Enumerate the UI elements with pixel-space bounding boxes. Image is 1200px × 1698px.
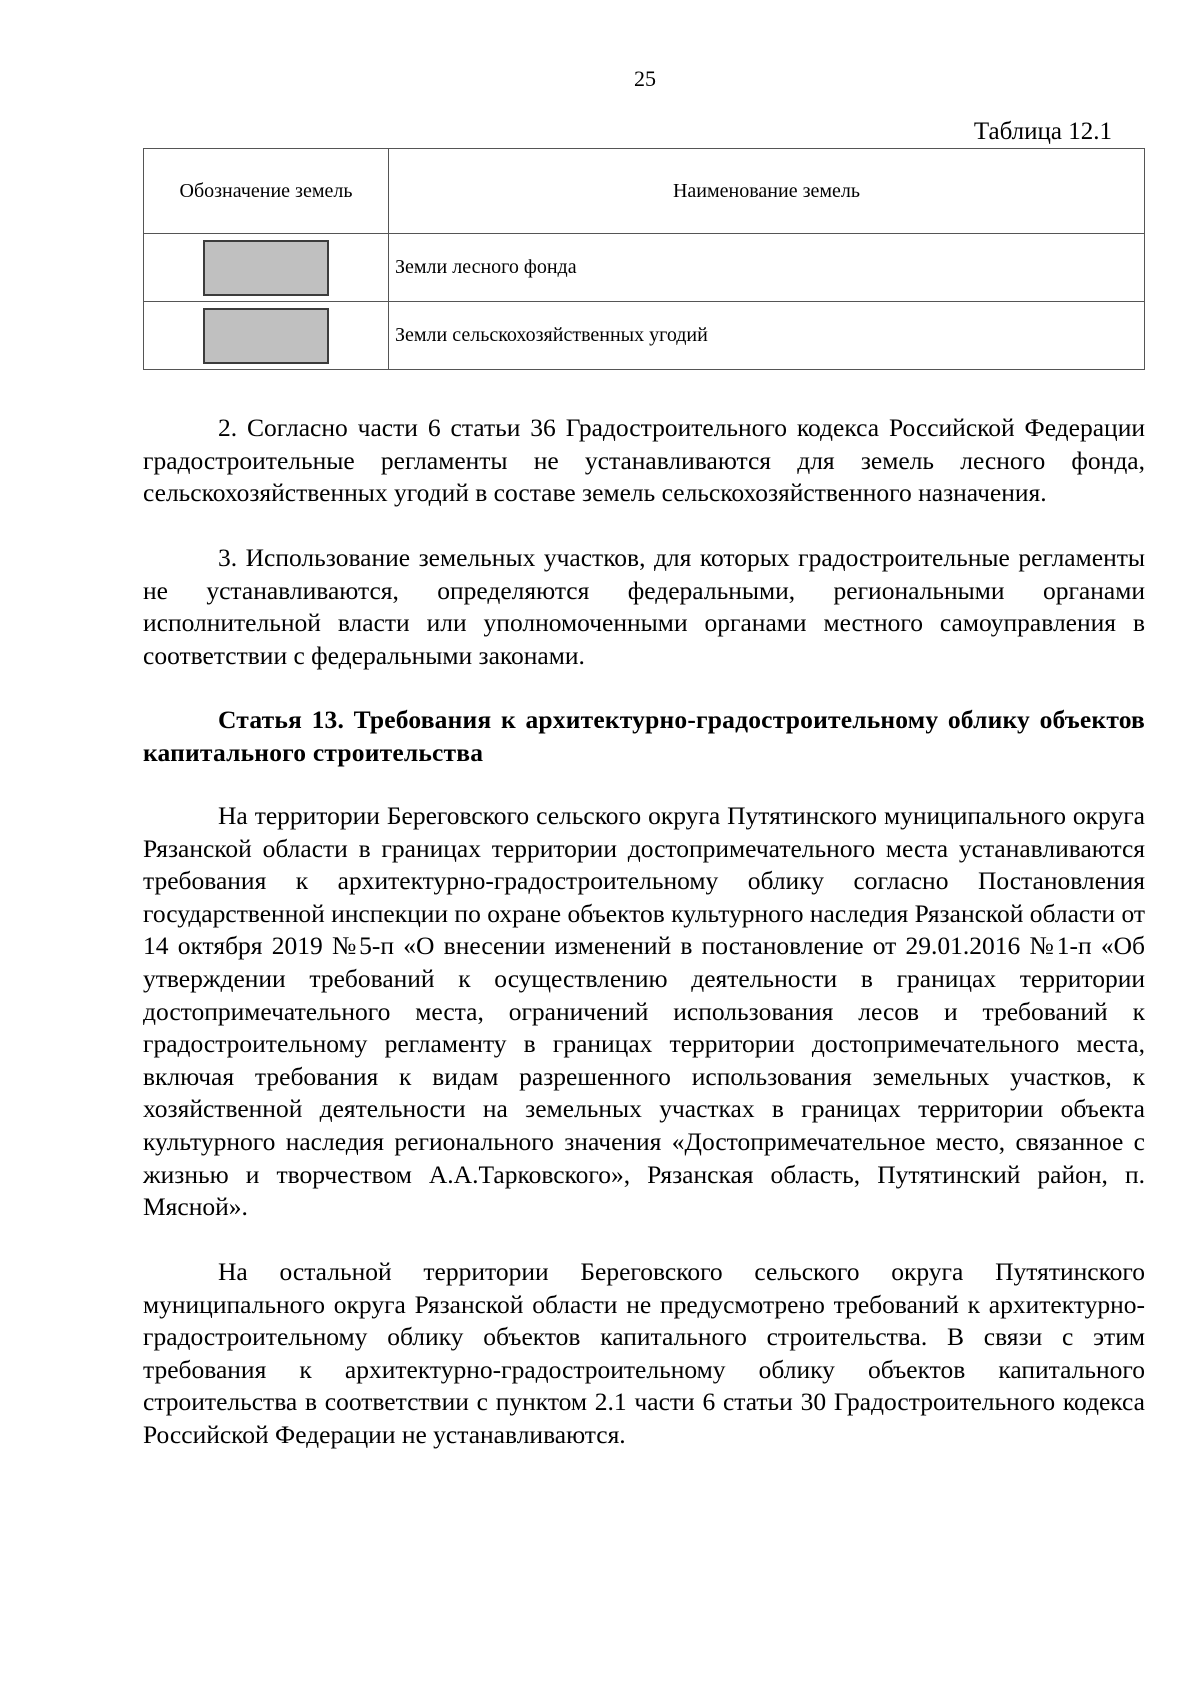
land-legend-table [143, 148, 1145, 370]
table-row [144, 234, 1145, 302]
land-name-cell: Земли лесного фонда [389, 234, 1145, 302]
paragraph-article-13-body: На территории Береговского сельского округа Путятинского муниципального округа Рязанской области в границах территории достопримечательного места устанавливаются требования к архитектурно-градостроительному облику согласно Постановления государственной инспекции по охране объектов культурного наследия Рязанской области от 14 октября 2019 №5-п «О внесении изменений в постановление от 29.01.2016 №1-п «Об утверждении требований к осуществлению деятельности в границах территории достопримечательного места, ограничений использования лесов и требований к градостроительному регламенту в границах территории достопримечательного места, включая требования к видам разрешенного использования земельных участков, к хозяйственной деятельности на земельных участках в границах территории объекта культурного наследия регионального значения «Достопримечательное место, связанное с жизнью и творчеством А.А.Тарковского», Рязанская область, Путятинский район, п. Мясной». [143, 801, 1145, 1222]
paragraph-3: 3. Использование земельных участков, для которых градостроительные регламенты не устанавливаются, определяются федеральными, региональными органами исполнительной власти или уполномоченными органами местного самоуправления в соответствии с федеральными законами. [143, 543, 1145, 670]
table-row [144, 302, 1145, 370]
paragraph-2: 2. Согласно части 6 статьи 36 Градостроительного кодекса Российской Федерации градостроительные регламенты не устанавливаются для земель лесного фонда, сельскохозяйственных угодий в составе земель сельскохозяйственного назначения. [143, 413, 1145, 508]
page-number: 25 [634, 66, 656, 91]
land-name-cell: Земли сельскохозяйственных угодий [389, 302, 1145, 370]
paragraph-article-13-conclusion: На остальной территории Береговского сельского округа Путятинского муниципального округа Рязанской области не предусмотрено требований к архитектурно-градостроительному облику объектов капитального строительства. В связи с этим требования к архитектурно-градостроительному облику объектов капитального строительства в соответствии с пунктом 2.1 части 6 статьи 30 Градостроительного кодекса Российской Федерации не устанавливаются. [143, 1257, 1145, 1449]
header-designation: Обозначение земель [144, 149, 389, 234]
header-land-name: Наименование земель [389, 149, 1145, 234]
table-header-row [144, 149, 1145, 234]
article-heading: Статья 13. Требования к архитектурно-градостроительному облику объектов капитального строительства [143, 705, 1145, 767]
agricultural-land-swatch [203, 308, 329, 364]
table-caption: Таблица 12.1 [973, 118, 1112, 145]
forest-land-swatch [203, 240, 329, 296]
